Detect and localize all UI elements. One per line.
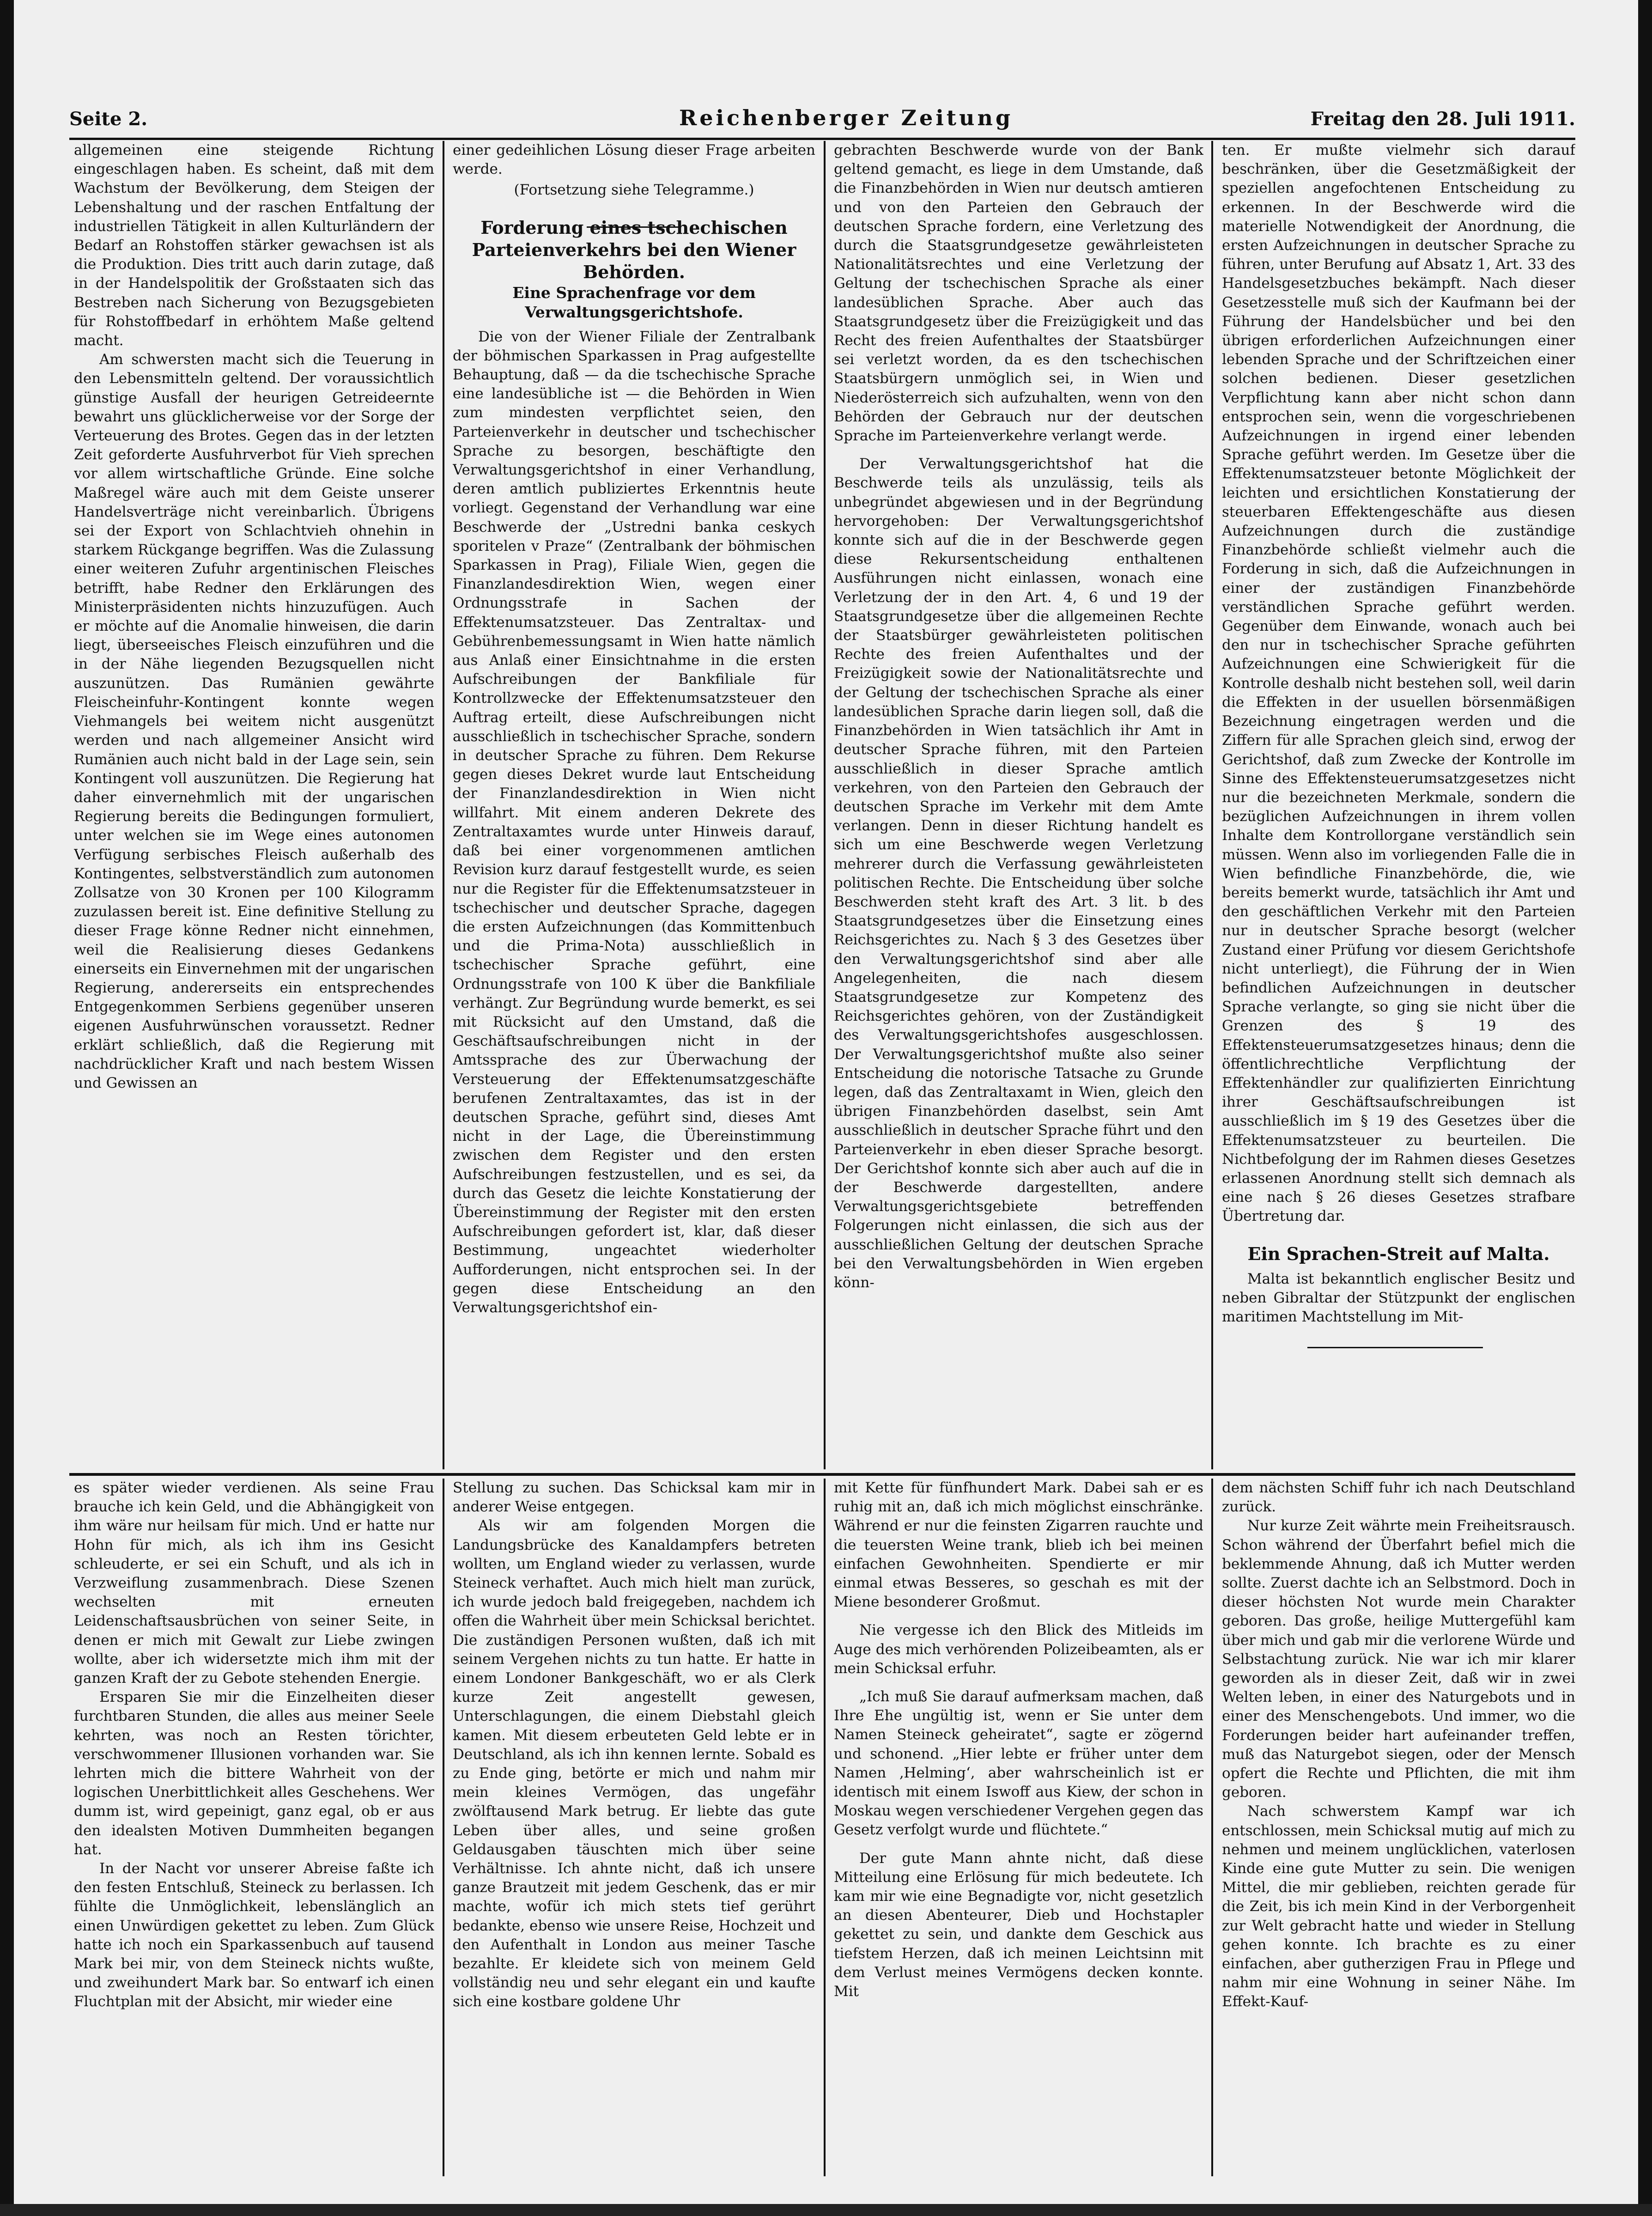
scan-border-bottom	[0, 2204, 1652, 2216]
paragraph: Malta ist bekanntlich englischer Besitz und neben Gibraltar der Stützpunkt der englischen maritimen Machtstellung im Mit-	[1222, 1270, 1575, 1325]
paragraph: Die von der Wiener Filiale der Zentralbank der böhmischen Sparkassen in Prag aufgestellte Behauptung, daß — da die tschechische Sprache eine landesübliche ist — die Behörden in Wien zum mindesten verpflichtet seien, den Parteienverkehr in deutscher und tschechischer Sprache zu besorgen, beschäftigte den Verwaltungsgerichtshof in einer Verhandlung, deren amtlich publiziertes Erkenntnis heute vorliegt. Gegenstand der Verhandlung war eine Beschwerde der „Ustredni banka ceskych sporitelen v Praze“ (Zentralbank der böhmischen Sparkassen in Prag), Filiale Wien, gegen die Finanzlandesdirektion Wien, wegen einer Ordnungsstrafe in Sachen der Effektenumsatzsteuer. Das Zentraltax- und Gebührenbemessungsamt in Wien hatte nämlich aus Anlaß einer Einsichtnahme in die ersten Aufschreibungen der Bankfiliale für Kontrollzwecke der Effektenumsatzsteuer den Auftrag erteilt, diese Aufschreibungen nicht ausschließlich in tschechischer Sprache, sondern in deutscher Sprache zu führen. Dem Rekurse gegen dieses Dekret wurde laut Entscheidung der Finanzlandesdirektion in Wien nicht willfahrt. Mit einem anderen Dekrete des Zentraltaxamtes wurde unter Hinweis darauf, daß bei einer vorgenommenen amtlichen Revision kurz darauf festgestellt wurde, es seien nur die Register für die Effektenumsatzsteuer in tschechischer und deutscher Sprache, dagegen die ersten Aufzeichnungen (das Kommittenbuch und die Prima-Nota) ausschließlich in tschechischer Sprache geführt, eine Ordnungsstrafe von 100 K über die Bankfiliale verhängt. Zur Begründung wurde bemerkt, es sei mit Rücksicht auf den Umstand, daß die Geschäftsaufschreibungen nicht in der Amtssprache des zur Überwachung der Versteuerung der Effektenumsatzgeschäfte berufenen Zentraltaxamtes, das ist in der deutschen Sprache, geführt sind, dieses Amt nicht in der Lage, die Übereinstimmung zwischen dem Register und den ersten Aufschreibungen festzustellen, und es sei, da durch das Gesetz die leichte Konstatierung der Übereinstimmung der Register mit den ersten Aufschreibungen gefordert ist, klar, daß dieser Bestimmung, ungeachtet wiederholter Aufforderungen, nicht entsprochen sei. In der gegen diese Entscheidung an den Verwaltungsgerichtshof ein-	[453, 328, 815, 1316]
lower-column-2	[453, 1479, 815, 2176]
continuation-note: (Fortsetzung siehe Telegramme.)	[514, 182, 754, 199]
paragraph: mit Kette für fünfhundert Mark. Dabei sah er es ruhig mit an, daß ich mich möglichst einschränke. Während er nur die feinsten Zigarren rauchte und die teuersten Weine trank, blieb ich bei meinen einfachen Gewohnheiten. Spendierte er mir einmal etwas Besseres, so geschah es mit der Miene besonderer Großmut.	[834, 1479, 1203, 1611]
section-divider	[69, 1473, 1575, 1476]
paragraph: Nach schwerstem Kampf war ich entschlossen, mein Schicksal mutig auf mich zu nehmen und meinem unglücklichen, vaterlosen Kinde eine gute Mutter zu sein. Die wenigen Mittel, die mir geblieben, reichten gerade für die Zeit, bis ich mein Kind in der Verborgenheit zur Welt gebracht hatte und wieder in Stellung gehen konnte. Ich brachte es zu einer einfachen, aber gutherzigen Frau in Pflege und nahm mir eine Wohnung in seiner Nähe. Im Effekt-Kauf-	[1222, 1803, 1575, 2010]
paragraph: „Ich muß Sie darauf aufmerksam machen, daß Ihre Ehe ungültig ist, wenn er Sie unter dem Namen Steineck geheiratet“, sagte er zögernd und schonend. „Hier lebte er früher unter dem Namen ‚Helming‘, aber wahrscheinlich ist er identisch mit einem Iswoff aus Kiew, der schon in Moskau wegen verschiedener Vergehen gegen das Gesetz verfolgt wurde und flüchtete.“	[834, 1688, 1203, 1839]
paragraph: einer gedeihlichen Lösung dieser Frage arbeiten werde.	[453, 142, 815, 178]
article-headline: Ein Sprachen-Streit auf Malta.	[1247, 1243, 1550, 1264]
paragraph: allgemeinen eine steigende Richtung eingeschlagen haben. Es scheint, daß mit dem Wachstum der Bevölkerung, dem Steigen der Lebenshaltung und der raschen Entfaltung der industriellen Tätigkeit in allen Kulturländern der Bedarf an Rohstoffen stärker gewachsen ist als die Produktion. Dies tritt auch darin zutage, daß in der Handelspolitik der Großstaaten sich das Bestreben nach Sicherung von Bezugsgebieten für Rohstoffbedarf in erhöhtem Maße geltend macht.	[74, 142, 434, 349]
header-rule	[69, 138, 1575, 140]
paragraph: Nur kurze Zeit währte mein Freiheitsrausch. Schon während der Überfahrt befiel mich die beklemmende Ahnung, daß ich Mutter werden sollte. Zuerst dachte ich an Selbstmord. Doch in dieser höchsten Not wurde mein Charakter geboren. Das große, heilige Muttergefühl kam über mich und gab mir die verlorene Würde und Selbstachtung zurück. Nie war ich mir klarer geworden als in dieser Zeit, daß wir in zwei Welten leben, in einer des Naturgebots und in einer des Menschengebots. Und immer, wo die Forderungen beider hart aufeinander treffen, muß das Naturgebot siegen, oder der Mensch opfert die Rechte und Pflichten, die mit ihm geboren.	[1222, 1517, 1575, 1801]
upper-column-3	[834, 141, 1203, 1469]
paragraph: dem nächsten Schiff fuhr ich nach Deutschland zurück.	[1222, 1479, 1575, 1516]
lower-column-1	[74, 1479, 434, 2176]
scan-border-left	[0, 0, 14, 2216]
paragraph: Stellung zu suchen. Das Schicksal kam mir in anderer Weise entgegen.	[453, 1479, 815, 1516]
paragraph: Der Verwaltungsgerichtshof hat die Beschwerde teils als unzulässig, teils als unbegründet abgewiesen und in der Begründung hervorgehoben: Der Verwaltungsgerichtshof konnte sich auf die in der Beschwerde gegen diese Rekursentscheidung enthaltenen Ausführungen nicht einlassen, wonach eine Verletzung der in den Art. 4, 6 und 19 der Staatsgrundgesetze über die allgemeinen Rechte der Staatsbürger gewährleisteten politischen Rechte des freien Aufenthaltes und der Freizügigkeit sowie der Nationalitätsrechte und der Geltung der tschechischen Sprache als einer landesüblichen Sprache darin liegen soll, daß die Finanzbehörden in Wien tatsächlich ihr Amt in deutscher Sprache führen, mit den Parteien ausschließlich in dieser Sprache amtlich verkehren, von den Parteien den Gebrauch der deutschen Sprache im Verkehr mit dem Amte verlangen. Denn in dieser Richtung handelt es sich um eine Beschwerde wegen Verletzung mehrerer durch die Verfassung gewährleisteten politischen Rechte. Die Entscheidung über solche Beschwerden steht kraft des Art. 3 lit. b des Staatsgrundgesetzes über die Einsetzung eines Reichsgerichtes zu. Nach § 3 des Gesetzes über den Verwaltungsgerichtshof sind aber alle Angelegenheiten, die nach diesem Staatsgrundgesetze zur Kompetenz des Reichsgerichtes gehören, von der Zuständigkeit des Verwaltungsgerichtshofes ausgeschlossen. Der Verwaltungsgerichtshof mußte also seiner Entscheidung die notorische Tatsache zu Grunde legen, daß das Zentraltaxamt in Wien, gleich den übrigen Finanzbehörden daselbst, sein Amt ausschließlich in deutscher Sprache führt und den Parteienverkehr in eben dieser Sprache besorgt. Der Gerichtshof konnte sich aber auch auf die in der Beschwerde dargestellten, andere Verwaltungsgerichtsgebiete betreffenden Folgerungen nicht einlassen, die sich aus der ausschließlichen Geltung der deutschen Sprache bei den Verwaltungsbehörden in Wien ergeben könn-	[834, 456, 1203, 1291]
masthead: Reichenberger Zeitung	[679, 105, 1014, 130]
column-rule	[443, 141, 444, 1469]
lower-column-3	[834, 1479, 1203, 2176]
column-rule	[824, 1479, 826, 2176]
page-number: Seite 2.	[69, 108, 148, 130]
paragraph: Ersparen Sie mir die Einzelheiten dieser furchtbaren Stunden, die alles aus meiner Seele kehrten, was noch an Resten törichter, verschwommener Illusionen vorhanden war. Sie lehrten mich die bittere Wahrheit von der logischen Unerbittlichkeit alles Geschehens. Wer dumm ist, wird gepeinigt, ganz egal, ob er aus den idealsten Motiven Dummheiten begangen hat.	[74, 1689, 434, 1858]
paragraph: Nie vergesse ich den Blick des Mitleids im Auge des mich verhörenden Polizeibeamten, als er mein Schicksal erfuhr.	[834, 1622, 1203, 1677]
paragraph: In der Nacht vor unserer Abreise faßte ich den festen Entschluß, Steineck zu berlassen. Ich fühlte die Unmöglichkeit, lebenslänglich an einen Unwürdigen gekettet zu leben. Zum Glück hatte ich noch ein Sparkassenbuch auf tausend Mark bei mir, von dem Steineck nichts wußte, und zweihundert Mark bar. So entwarf ich einen Fluchtplan mit der Absicht, mir wieder eine	[74, 1860, 434, 2010]
column-rule	[1211, 141, 1213, 1469]
article-headline: Forderung eines tschechischen Parteienverkehrs bei den Wiener Behörden.	[472, 217, 796, 282]
paragraph: gebrachten Beschwerde wurde von der Bank geltend gemacht, es liege in dem Umstande, daß die Finanzbehörden in Wien nur deutsch amtieren und von den Parteien den Gebrauch der deutschen Sprache fordern, eine Verletzung des durch die Staatsgrundgesetze gewährleisteten Nationalitätsrechtes und eine Verletzung der Geltung der tschechischen Sprache als einer landesüblichen Sprache. Aber auch das Staatsgrundgesetz über die Freizügigkeit und das Recht des freien Aufenthaltes der Staatsbürger sei verletzt worden, da es den tschechischen Staatsbürgern unmöglich sei, in Wien und Niederösterreich sich aufzuhalten, wenn von den Behörden der Gebrauch nur der deutschen Sprache im Parteienverkehre verlangt werde.	[834, 142, 1203, 444]
column-rule	[1211, 1479, 1213, 2176]
paragraph: es später wieder verdienen. Als seine Frau brauche ich kein Geld, und die Abhängigkeit von ihm wäre nur heilsam für mich. Und er hatte nur Hohn für mich, als ich ihm ins Gesicht schleuderte, er sei ein Schuft, und als ich in Verzweiflung zusammenbrach. Diese Szenen wechselten mit erneuten Leidenschaftsausbrüchen von seiner Seite, in denen er mich mit Gewalt zur Liebe zwingen wollte, aber ich widersetzte mich ihm mit der ganzen Kraft der zu Gebote stehenden Energie.	[74, 1479, 434, 1687]
scan-border-right	[1638, 0, 1652, 2216]
column-rule	[443, 1479, 444, 2176]
page-header	[69, 97, 1575, 139]
issue-date: Freitag den 28. Juli 1911.	[1310, 108, 1575, 130]
article-subheadline: Eine Sprachenfrage vor dem Verwaltungsgerichtshofe.	[512, 283, 756, 321]
upper-column-4	[1222, 141, 1575, 1469]
lower-column-4	[1222, 1479, 1575, 2176]
paragraph: Als wir am folgenden Morgen die Landungsbrücke des Kanaldampfers betreten wollten, um England wieder zu verlassen, wurde Steineck verhaftet. Auch mich hielt man zurück, ich wurde jedoch bald freigegeben, nachdem ich offen die Wahrheit über mein Schicksal berichtet. Die zuständigen Personen wußten, daß ich mit seinem Vergehen nichts zu tun hatte. Er hatte in einem Londoner Bankgeschäft, wo er als Clerk kurze Zeit angestellt gewesen, Unterschlagungen, die einem Diebstahl gleich kamen. Mit diesem erbeuteten Geld lebte er in Deutschland, als ich ihn kennen lernte. Sobald es zu Ende ging, betörte er mich und nahm mir mein kleines Vermögen, das ungefähr zwölftausend Mark betrug. Er liebte das gute Leben über alles, und seine großen Geldausgaben täuschten mich über seine Verhältnisse. Ich ahnte nicht, daß ich unsere ganze Brautzeit mit jedem Geschenk, das er mir machte, wofür ich mich stets tief gerührt bedankte, ebenso wie unsere Reise, Hochzeit und den Aufenthalt in London aus meiner Tasche bezahlte. Er kleidete sich von meinem Geld vollständig neu und sehr elegant ein und kaufte sich eine kostbare goldene Uhr	[453, 1517, 815, 2010]
paragraph: Der gute Mann ahnte nicht, daß diese Mitteilung eine Erlösung für mich bedeutete. Ich kam mir wie eine Begnadigte vor, nicht gesetzlich an diesen Abenteurer, Dieb und Hochstapler gekettet zu sein, und dankte dem Geschick aus tiefstem Herzen, daß ich meinen Leichtsinn mit dem Verlust meines Vermögens decken konnte. Mit	[834, 1850, 1203, 2000]
column-rule	[824, 141, 826, 1469]
upper-column-1	[74, 141, 434, 1469]
paragraph: Am schwersten macht sich die Teuerung in den Lebensmitteln geltend. Der voraussichtlich günstige Ausfall der heurigen Getreideernte bewahrt uns glücklicherweise vor der Sorge der Verteuerung des Brotes. Gegen das in der letzten Zeit geforderte Ausfuhrverbot für Vieh sprechen vor allem wirtschaftliche Gründe. Eine solche Maßregel wäre auch mit dem Geiste unserer Handelsverträge nicht vereinbarlich. Übrigens sei der Export von Schlachtvieh ohnehin in starkem Rückgange begriffen. Was die Zulassung einer weiteren Zufuhr argentinischen Fleisches betrifft, habe Redner den Erklärungen des Ministerpräsidenten nichts hinzuzufügen. Auch er möchte auf die Anomalie hinweisen, die darin liegt, überseeisches Fleisch einzuführen und die in der Nähe liegenden Bezugsquellen nicht auszunützen. Das Rumänien gewährte Fleischeinfuhr-Kontingent konnte wegen Viehmangels bei weitem nicht ausgenützt werden und nach allgemeiner Ansicht wird Rumänien auch nicht bald in der Lage sein, sein Kontingent voll auszunützen. Die Regierung hat daher einvernehmlich mit der ungarischen Regierung bereits die Bedingungen formuliert, unter welchen sie im Wege eines autonomen Verfügung serbisches Fleisch außerhalb des Kontingentes, selbstverständlich zum autonomen Zollsatze von 30 Kronen per 100 Kilogramm zuzulassen bereit ist. Eine definitive Stellung zu dieser Frage könne Redner nicht einnehmen, weil die Realisierung dieses Gedankens einerseits ein Einvernehmen mit der ungarischen Regierung, andererseits ein entsprechendes Entgegenkommen Serbiens gegenüber unseren eigenen Ausfuhrwünschen voraussetzt. Redner erklärt schließlich, daß die Regierung mit nachdrücklicher Kraft und nach bestem Wissen und Gewissen an	[74, 351, 434, 1091]
upper-column-2	[453, 141, 815, 1469]
paragraph: ten. Er mußte vielmehr sich darauf beschränken, über die Gesetzmäßigkeit der speziellen angefochtenen Entscheidung zu erkennen. In der Beschwerde wird die materielle Notwendigkeit der Anordnung, die ersten Aufzeichnungen in deutscher Sprache zu führen, unter Berufung auf Absatz 1, Art. 33 des Handelsgesetzbuches bekämpft. Nach dieser Gesetzesstelle muß sich der Kaufmann bei der Führung der Handelsbücher und bei den übrigen erforderlichen Aufzeichnungen einer lebenden Sprache und der Schriftzeichen einer solchen bedienen. Dieser gesetzlichen Verpflichtung kann aber nicht schon dann entsprochen sein, wenn die vorgeschriebenen Aufzeichnungen in irgend einer lebenden Sprache geführt werden. Im Gesetze über die Effektenumsatzsteuer betonte Möglichkeit der leichten und ersichtlichen Konstatierung der steuerbaren Effektengeschäfte aus diesen Aufzeichnungen durch die zuständige Finanzbehörde schließt vielmehr auch die Forderung in sich, daß die Aufzeichnungen in einer der zuständigen Finanzbehörde verständlichen Sprache geführt werden. Gegenüber dem Einwande, wonach auch bei den nur in tschechischer Sprache geführten Aufzeichnungen eine Schwierigkeit für die Kontrolle deshalb nicht bestehen soll, weil darin die Effekten in der usuellen börsenmäßigen Bezeichnung eingetragen werden und die Ziffern für alle Sprachen gleich sind, erwog der Gerichtshof, daß zum Zwecke der Kontrolle im Sinne des Effektensteuerumsatzgesetzes nicht nur die bezeichneten Merkmale, sondern die bezüglichen Aufzeichnungen in ihrem vollen Inhalte dem Kontrollorgane verständlich sein müssen. Wenn also im vorliegenden Falle die in Wien befindliche Finanzbehörde, die, wie bereits bemerkt wurde, tatsächlich ihr Amt und den geschäftlichen Verkehr mit den Parteien nur in deutscher Sprache besorgt (welcher Zustand einer Prüfung vor diesem Gerichtshofe nicht unterliegt), die Führung der in Wien befindlichen Aufzeichnungen in deutscher Sprache verlangte, so ging sie nicht über die Grenzen des § 19 des Effektensteuerumsatzgesetzes hinaus; denn die öffentlichrechtliche Verpflichtung der Effektenhändler zur qualifizierten Einrichtung ihrer Geschäftsaufschreibungen ist ausschließlich im § 19 des Gesetzes über die Effektenumsatzsteuer zu beurteilen. Die Nichtbefolgung der im Rahmen dieses Gesetzes erlassenen Anordnung stellt sich demnach als eine nach § 26 dieses Gesetzes strafbare Übertretung dar.	[1222, 142, 1575, 1225]
